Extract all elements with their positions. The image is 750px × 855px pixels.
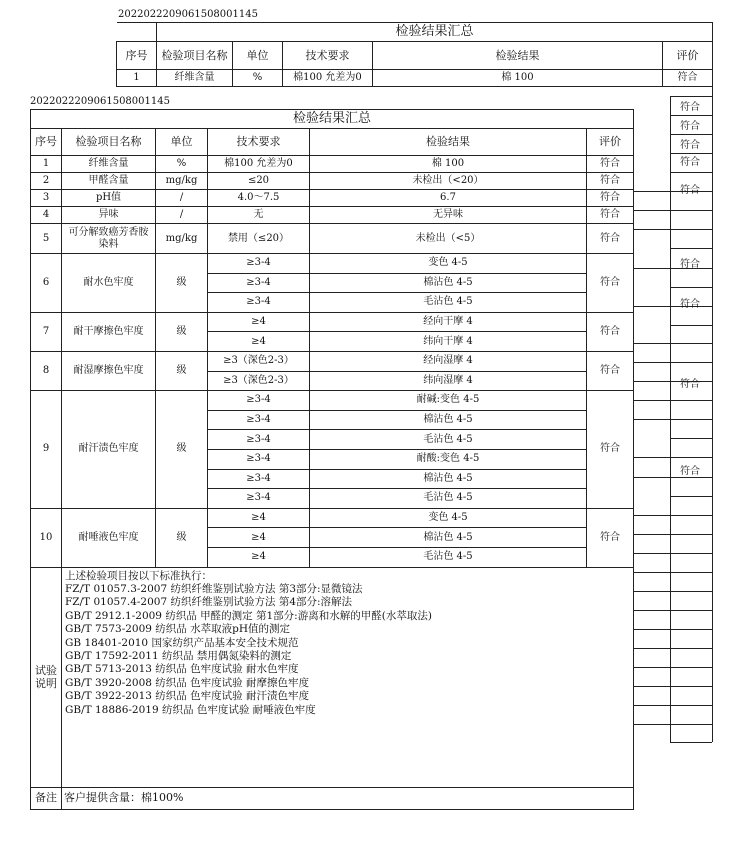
side-rule bbox=[633, 667, 712, 668]
side-rule bbox=[633, 229, 712, 230]
side-rule bbox=[633, 400, 712, 401]
side-rule bbox=[633, 457, 712, 458]
table-row bbox=[31, 173, 634, 190]
side-rule bbox=[633, 724, 712, 725]
row-item: 耐汗渍色牢度 bbox=[62, 391, 156, 509]
back-header-req: 技术要求 bbox=[283, 42, 373, 70]
back-row-no: 1 bbox=[117, 70, 157, 87]
header-item: 检验项目名称 bbox=[62, 129, 156, 156]
side-divider bbox=[670, 96, 671, 742]
side-rule bbox=[670, 742, 712, 743]
back-header-item: 检验项目名称 bbox=[157, 42, 233, 70]
row-requirement: ≥3-4 bbox=[208, 449, 310, 469]
row-result: 耐酸:变色 4-5 bbox=[310, 449, 587, 469]
side-rule bbox=[633, 477, 712, 478]
standard-line: GB/T 17592-2011 纺织品 禁用偶氮染料的测定 bbox=[65, 649, 292, 662]
row-result: 毛沾色 4-5 bbox=[310, 489, 587, 509]
row-requirement: ≥3-4 bbox=[208, 254, 310, 274]
row-requirement: ≥3-4 bbox=[208, 469, 310, 489]
standard-line: FZ/T 01057.3-2007 纺织纤维鉴别试验方法 第3部分:显微镜法 bbox=[65, 582, 363, 595]
side-rule bbox=[633, 306, 712, 307]
row-evaluation: 符合 bbox=[587, 156, 634, 173]
row-evaluation: 符合 bbox=[587, 173, 634, 190]
side-rule bbox=[633, 534, 712, 535]
row-result: 经向干摩 4 bbox=[310, 312, 587, 332]
back-title: 检验结果汇总 bbox=[157, 23, 713, 42]
row-item: 异味 bbox=[62, 207, 156, 224]
front-summary-table bbox=[30, 109, 634, 810]
row-result: 毛沾色 4-5 bbox=[310, 293, 587, 313]
back-row-eval: 符合 bbox=[663, 70, 713, 87]
standard-line: GB 18401-2010 国家纺织产品基本安全技术规范 bbox=[65, 636, 299, 649]
side-evaluation: 符合 bbox=[680, 379, 700, 390]
row-result: 毛沾色 4-5 bbox=[310, 547, 587, 567]
back-header-unit: 单位 bbox=[233, 42, 283, 70]
side-evaluation: 符合 bbox=[680, 185, 700, 196]
row-result: 纬向干摩 4 bbox=[310, 332, 587, 352]
row-unit: / bbox=[156, 207, 208, 224]
side-evaluation: 符合 bbox=[680, 102, 700, 113]
side-rule bbox=[633, 686, 712, 687]
header-result: 检验结果 bbox=[310, 129, 587, 156]
row-item: 耐干摩擦色牢度 bbox=[62, 312, 156, 351]
side-rule bbox=[633, 648, 712, 649]
notes-label: 试验说明 bbox=[31, 567, 62, 787]
row-result: 毛沾色 4-5 bbox=[310, 430, 587, 450]
row-no: 10 bbox=[31, 508, 62, 567]
row-no: 3 bbox=[31, 190, 62, 207]
side-evaluation: 符合 bbox=[680, 121, 700, 132]
row-item: 纤维含量 bbox=[62, 156, 156, 173]
row-unit: / bbox=[156, 190, 208, 207]
side-rule bbox=[670, 496, 712, 497]
side-rule bbox=[670, 115, 712, 116]
row-requirement: ≤20 bbox=[208, 173, 310, 190]
table-row bbox=[31, 190, 634, 207]
row-unit: % bbox=[156, 156, 208, 173]
side-rule bbox=[633, 515, 712, 516]
row-requirement: 4.0～7.5 bbox=[208, 190, 310, 207]
row-requirement: ≥3-4 bbox=[208, 293, 310, 313]
side-evaluation: 符合 bbox=[680, 466, 700, 477]
side-rule bbox=[633, 381, 712, 382]
row-no: 4 bbox=[31, 207, 62, 224]
table-row bbox=[31, 312, 634, 332]
front-report-no: 2022022209061508001145 bbox=[30, 96, 170, 107]
row-no: 9 bbox=[31, 391, 62, 509]
row-result: 未检出（<20） bbox=[310, 173, 587, 190]
row-no: 8 bbox=[31, 351, 62, 390]
back-row-item: 纤维含量 bbox=[157, 70, 233, 87]
row-item: 耐湿摩擦色牢度 bbox=[62, 351, 156, 390]
side-rule bbox=[670, 325, 712, 326]
side-rule bbox=[670, 172, 712, 173]
row-result: 棉沾色 4-5 bbox=[310, 273, 587, 293]
row-requirement: ≥3-4 bbox=[208, 430, 310, 450]
standard-line: GB/T 18886-2019 纺织品 色牢度试验 耐唾液色牢度 bbox=[65, 703, 316, 716]
back-row-unit: % bbox=[233, 70, 283, 87]
table-row bbox=[31, 254, 634, 274]
row-requirement: ≥4 bbox=[208, 508, 310, 528]
header-no: 序号 bbox=[31, 129, 62, 156]
row-unit: 级 bbox=[156, 508, 208, 567]
row-evaluation: 符合 bbox=[587, 190, 634, 207]
side-rule bbox=[633, 362, 712, 363]
side-evaluation: 符合 bbox=[680, 140, 700, 151]
row-requirement: ≥3-4 bbox=[208, 391, 310, 411]
row-requirement: ≥4 bbox=[208, 547, 310, 567]
header-eval: 评价 bbox=[587, 129, 634, 156]
row-evaluation: 符合 bbox=[587, 312, 634, 351]
header-unit: 单位 bbox=[156, 129, 208, 156]
side-rule bbox=[633, 591, 712, 592]
standard-line: 上述检验项目按以下标准执行： bbox=[65, 569, 212, 582]
side-evaluation: 符合 bbox=[680, 157, 700, 168]
row-result: 纬向湿摩 4 bbox=[310, 371, 587, 391]
row-requirement: ≥3-4 bbox=[208, 489, 310, 509]
back-right-border bbox=[712, 22, 713, 742]
row-requirement: ≥3（深色2-3） bbox=[208, 351, 310, 371]
side-rule bbox=[633, 572, 712, 573]
row-item: 耐水色牢度 bbox=[62, 254, 156, 313]
row-no: 1 bbox=[31, 156, 62, 173]
back-report-no: 2022022209061508001145 bbox=[118, 9, 258, 20]
standard-line: GB/T 7573-2009 纺织品 水萃取液pH值的测定 bbox=[65, 623, 291, 636]
row-result: 耐碱:变色 4-5 bbox=[310, 391, 587, 411]
row-result: 棉沾色 4-5 bbox=[310, 469, 587, 489]
back-summary-table bbox=[116, 22, 713, 87]
side-rule bbox=[633, 553, 712, 554]
row-result: 6.7 bbox=[310, 190, 587, 207]
row-evaluation: 符合 bbox=[587, 224, 634, 254]
side-rule bbox=[670, 96, 712, 97]
table-row bbox=[31, 508, 634, 528]
standard-line: GB/T 3920-2008 纺织品 色牢度试验 耐摩擦色牢度 bbox=[65, 676, 309, 689]
row-requirement: 无 bbox=[208, 207, 310, 224]
side-rule bbox=[670, 248, 712, 249]
back-header-result: 检验结果 bbox=[373, 42, 663, 70]
row-evaluation: 符合 bbox=[587, 508, 634, 567]
standard-line: GB/T 5713-2013 纺织品 色牢度试验 耐水色牢度 bbox=[65, 663, 299, 676]
row-unit: 级 bbox=[156, 254, 208, 313]
row-requirement: ≥4 bbox=[208, 312, 310, 332]
side-evaluation: 符合 bbox=[680, 299, 700, 310]
row-result: 经向湿摩 4 bbox=[310, 351, 587, 371]
row-requirement: ≥3-4 bbox=[208, 273, 310, 293]
side-rule bbox=[670, 134, 712, 135]
side-rule bbox=[633, 191, 712, 192]
row-result: 未检出（<5） bbox=[310, 224, 587, 254]
row-result: 棉 100 bbox=[310, 156, 587, 173]
table-row bbox=[31, 351, 634, 371]
side-rule bbox=[633, 210, 712, 211]
row-requirement: 棉100 允差为0 bbox=[208, 156, 310, 173]
row-evaluation: 符合 bbox=[587, 391, 634, 509]
report-title: 检验结果汇总 bbox=[31, 110, 634, 129]
table-row bbox=[31, 207, 634, 224]
row-result: 棉沾色 4-5 bbox=[310, 528, 587, 548]
row-result: 无异味 bbox=[310, 207, 587, 224]
row-no: 2 bbox=[31, 173, 62, 190]
header-req: 技术要求 bbox=[208, 129, 310, 156]
side-rule bbox=[633, 419, 712, 420]
table-row bbox=[31, 156, 634, 173]
row-no: 5 bbox=[31, 224, 62, 254]
row-requirement: ≥4 bbox=[208, 332, 310, 352]
standard-line: GB/T 2912.1-2009 纺织品 甲醛的测定 第1部分:游离和水解的甲醛(水萃取法) bbox=[65, 609, 432, 622]
row-item: 耐唾液色牢度 bbox=[62, 508, 156, 567]
row-item: 甲醛含量 bbox=[62, 173, 156, 190]
side-rule bbox=[633, 610, 712, 611]
side-rule bbox=[633, 343, 712, 344]
row-result: 棉沾色 4-5 bbox=[310, 410, 587, 430]
side-rule bbox=[670, 438, 712, 439]
row-item: 可分解致癌芳香胺染料 bbox=[62, 224, 156, 254]
row-result: 变色 4-5 bbox=[310, 508, 587, 528]
row-evaluation: 符合 bbox=[587, 351, 634, 390]
row-requirement: 禁用（≤20） bbox=[208, 224, 310, 254]
back-row-result: 棉 100 bbox=[373, 70, 663, 87]
table-row bbox=[31, 224, 634, 254]
row-no: 7 bbox=[31, 312, 62, 351]
notes-content bbox=[62, 567, 634, 787]
side-rule bbox=[670, 287, 712, 288]
standard-line: GB/T 3922-2013 纺织品 色牢度试验 耐汗渍色牢度 bbox=[65, 690, 309, 703]
row-unit: 级 bbox=[156, 312, 208, 351]
back-header-no: 序号 bbox=[117, 42, 157, 70]
row-evaluation: 符合 bbox=[587, 207, 634, 224]
standard-line: FZ/T 01057.4-2007 纺织纤维鉴别试验方法 第4部分:溶解法 bbox=[65, 596, 353, 609]
row-requirement: ≥3（深色2-3） bbox=[208, 371, 310, 391]
row-unit: 级 bbox=[156, 391, 208, 509]
table-row bbox=[31, 391, 634, 411]
row-result: 变色 4-5 bbox=[310, 254, 587, 274]
row-no: 6 bbox=[31, 254, 62, 313]
side-rule bbox=[633, 629, 712, 630]
back-header-eval: 评价 bbox=[663, 42, 713, 70]
row-evaluation: 符合 bbox=[587, 254, 634, 313]
remark-text: 客户提供含量：棉100% bbox=[62, 787, 634, 809]
row-requirement: ≥4 bbox=[208, 528, 310, 548]
back-row-req: 棉100 允差为0 bbox=[283, 70, 373, 87]
side-rule bbox=[633, 705, 712, 706]
remark-label: 备注 bbox=[31, 787, 62, 809]
row-unit: mg/kg bbox=[156, 224, 208, 254]
row-unit: 级 bbox=[156, 351, 208, 390]
row-item: pH值 bbox=[62, 190, 156, 207]
row-unit: mg/kg bbox=[156, 173, 208, 190]
side-rule bbox=[633, 268, 712, 269]
row-requirement: ≥3-4 bbox=[208, 410, 310, 430]
side-evaluation: 符合 bbox=[680, 259, 700, 270]
